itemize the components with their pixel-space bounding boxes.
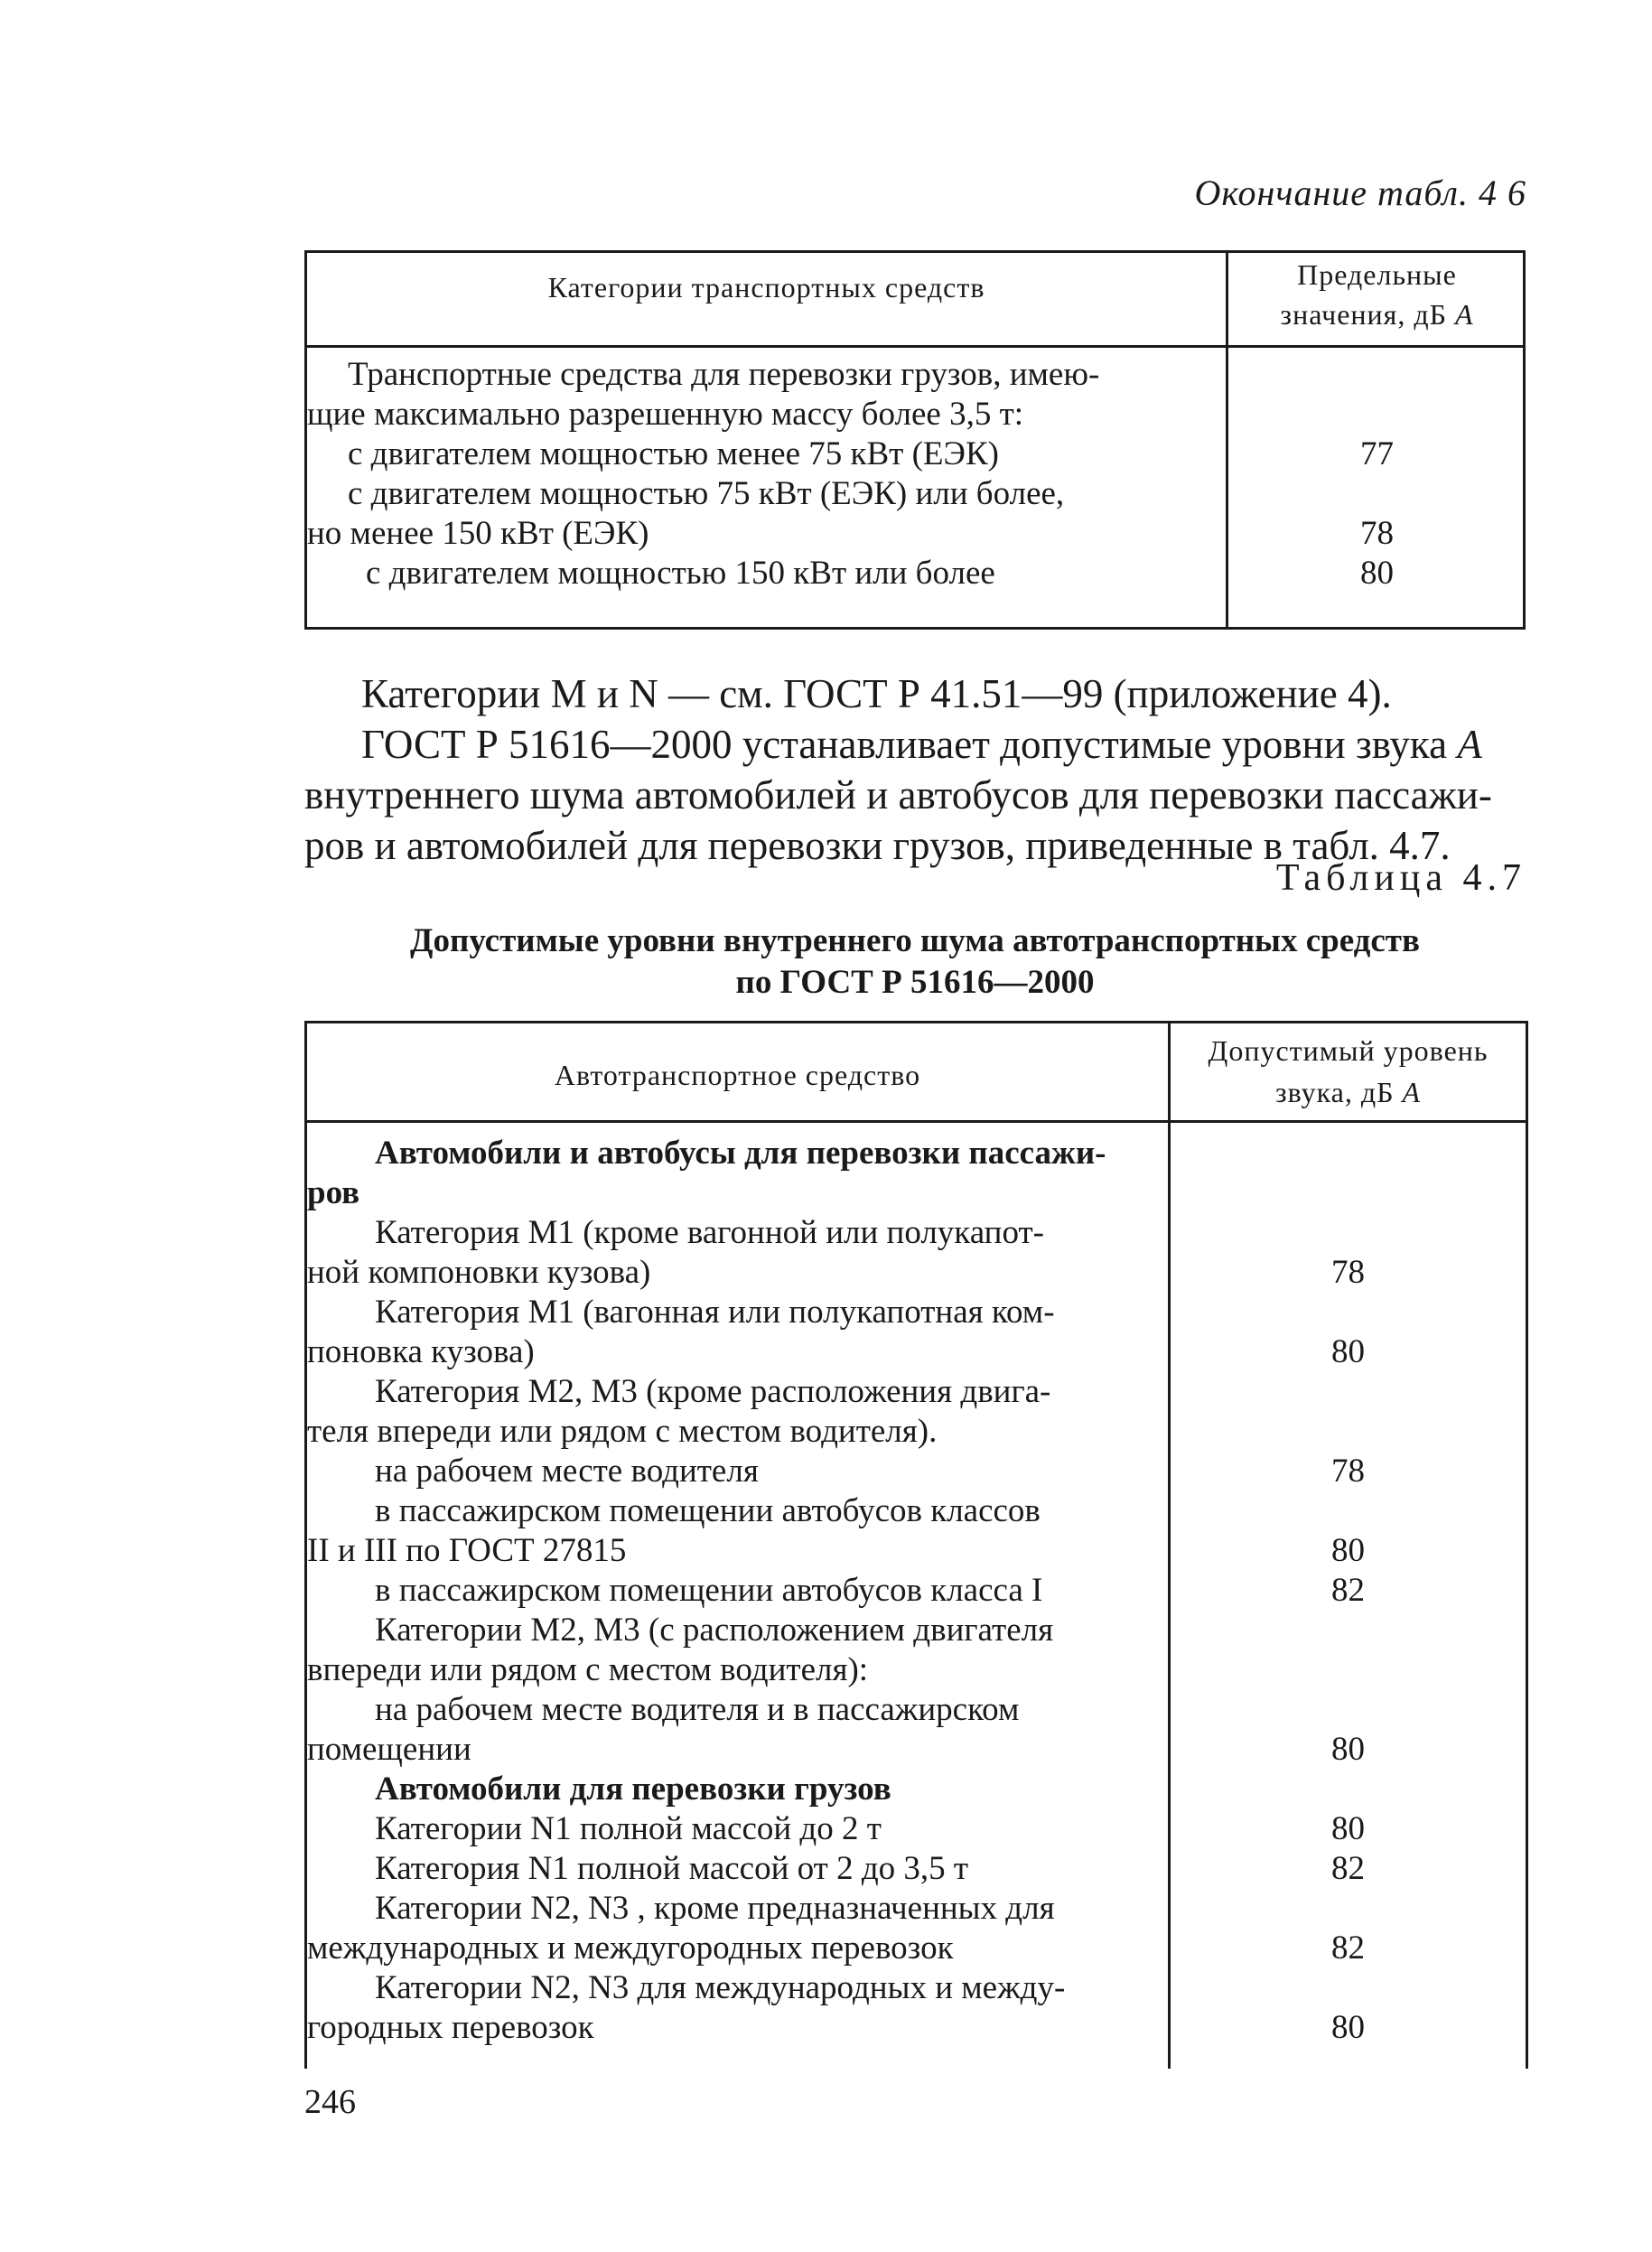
table-47-header-divider [304,1120,1526,1123]
table-47-row: Категории M2, M3 (с расположением двигателя [375,1612,1054,1649]
table-47-row: поновка кузова) [307,1333,535,1370]
table-47-subtitle: по ГОСТ Р 51616—2000 [735,964,1095,1001]
table-47-value: 80 [1331,2009,1365,2046]
paragraph-categories: Категории М и N — см. ГОСТ Р 41.51—99 (приложение 4). [361,671,1392,716]
table-47-row: II и III по ГОСТ 27815 [307,1532,627,1569]
table-46-row: но менее 150 кВт (ЕЭК) [307,515,649,552]
table-46-value: 77 [1360,435,1394,472]
table-47-row: помещении [307,1731,471,1768]
table-47-value: 80 [1331,1333,1365,1370]
table-46-row: щие максимально разрешенную массу более 3,5 т: [307,396,1024,433]
table-47-value: 78 [1331,1453,1365,1490]
paragraph-gost-line3: ров и автомобилей для перевозки грузов, приведенные в табл. 4.7. [304,823,1451,868]
table-47-value: 80 [1331,1532,1365,1569]
table-47-label: Таблица 4.7 [1275,857,1526,899]
continuation-caption: Окончание табл. 4 6 [1194,173,1526,213]
table-47-row: Категории N2, N3 , кроме предназначенных для [375,1890,1055,1927]
table-46-col1-header: Категории транспортных средств [547,271,985,304]
table-47-row: Категории N1 полной массой до 2 т [375,1810,882,1847]
table-47-row: Категории N2, N3 для международных и между- [375,1969,1066,2006]
table-47-right-border [1526,1021,1528,2069]
table-46-row: Транспортные средства для перевозки грузов, имею- [348,356,1100,393]
table-47-row: Категория M2, M3 (кроме расположения двига- [375,1373,1051,1410]
paragraph-gost-line1: ГОСТ Р 51616—2000 устанавливает допустимые уровни звука А [361,722,1482,767]
table-47-row: в пассажирском помещении автобусов классов [375,1492,1041,1529]
table-47-value: 82 [1331,1850,1365,1887]
table-47-value: 78 [1331,1254,1365,1291]
table-47-col2-header: Допустимый уровень звука, дБ А [1208,1034,1489,1108]
table-47-row: впереди или рядом с местом водителя): [307,1651,869,1688]
table-46-row: с двигателем мощностью 75 кВт (ЕЭК) или более, [348,475,1065,512]
table-47-row: городных перевозок [307,2009,594,2046]
table-47-row: Категория N1 полной массой от 2 до 3,5 т [375,1850,969,1887]
table-47-row: ной компоновки кузова) [307,1254,651,1291]
table-46-header-divider [304,345,1526,348]
table-47-value: 80 [1331,1810,1365,1847]
table-47-section-heading: Автомобили и автобусы для перевозки пассажи- [375,1135,1106,1172]
table-46-row: с двигателем мощностью 150 кВт или более [366,555,995,592]
table-47-row: международных и междугородных перевозок [307,1930,954,1967]
table-46-row: с двигателем мощностью менее 75 кВт (ЕЭК) [348,435,999,472]
table-46-value: 78 [1360,515,1394,552]
table-47-col1-header: Автотранспортное средство [554,1059,921,1091]
table-47-value: 80 [1331,1731,1365,1768]
table-47-title: Допустимые уровни внутреннего шума автотранспортных средств [410,922,1420,959]
table-47-section-heading: ров [307,1174,360,1211]
table-47-section-heading: Автомобили для перевозки грузов [375,1771,891,1808]
table-47-row: в пассажирском помещении автобусов класса I [375,1572,1043,1609]
table-47-row: теля впереди или рядом с местом водителя). [307,1413,938,1450]
table-46-col2-header: Предельные значения, дБ А [1280,258,1474,331]
table-47-row: Категория M1 (вагонная или полукапотная ком- [375,1294,1055,1331]
table-47-row: на рабочем месте водителя и в пассажирском [375,1691,1020,1728]
table-47-row: Категория M1 (кроме вагонной или полукапот- [375,1214,1044,1251]
table-47-top-border [304,1021,1526,1023]
table-47-value: 82 [1331,1572,1365,1609]
paragraph-gost-line2: внутреннего шума автомобилей и автобусов для перевозки пассажи- [304,772,1492,818]
table-46-value: 80 [1360,555,1394,592]
table-47-value: 82 [1331,1930,1365,1967]
table-47-row: на рабочем месте водителя [375,1453,759,1490]
page-number: 246 [304,2083,356,2121]
